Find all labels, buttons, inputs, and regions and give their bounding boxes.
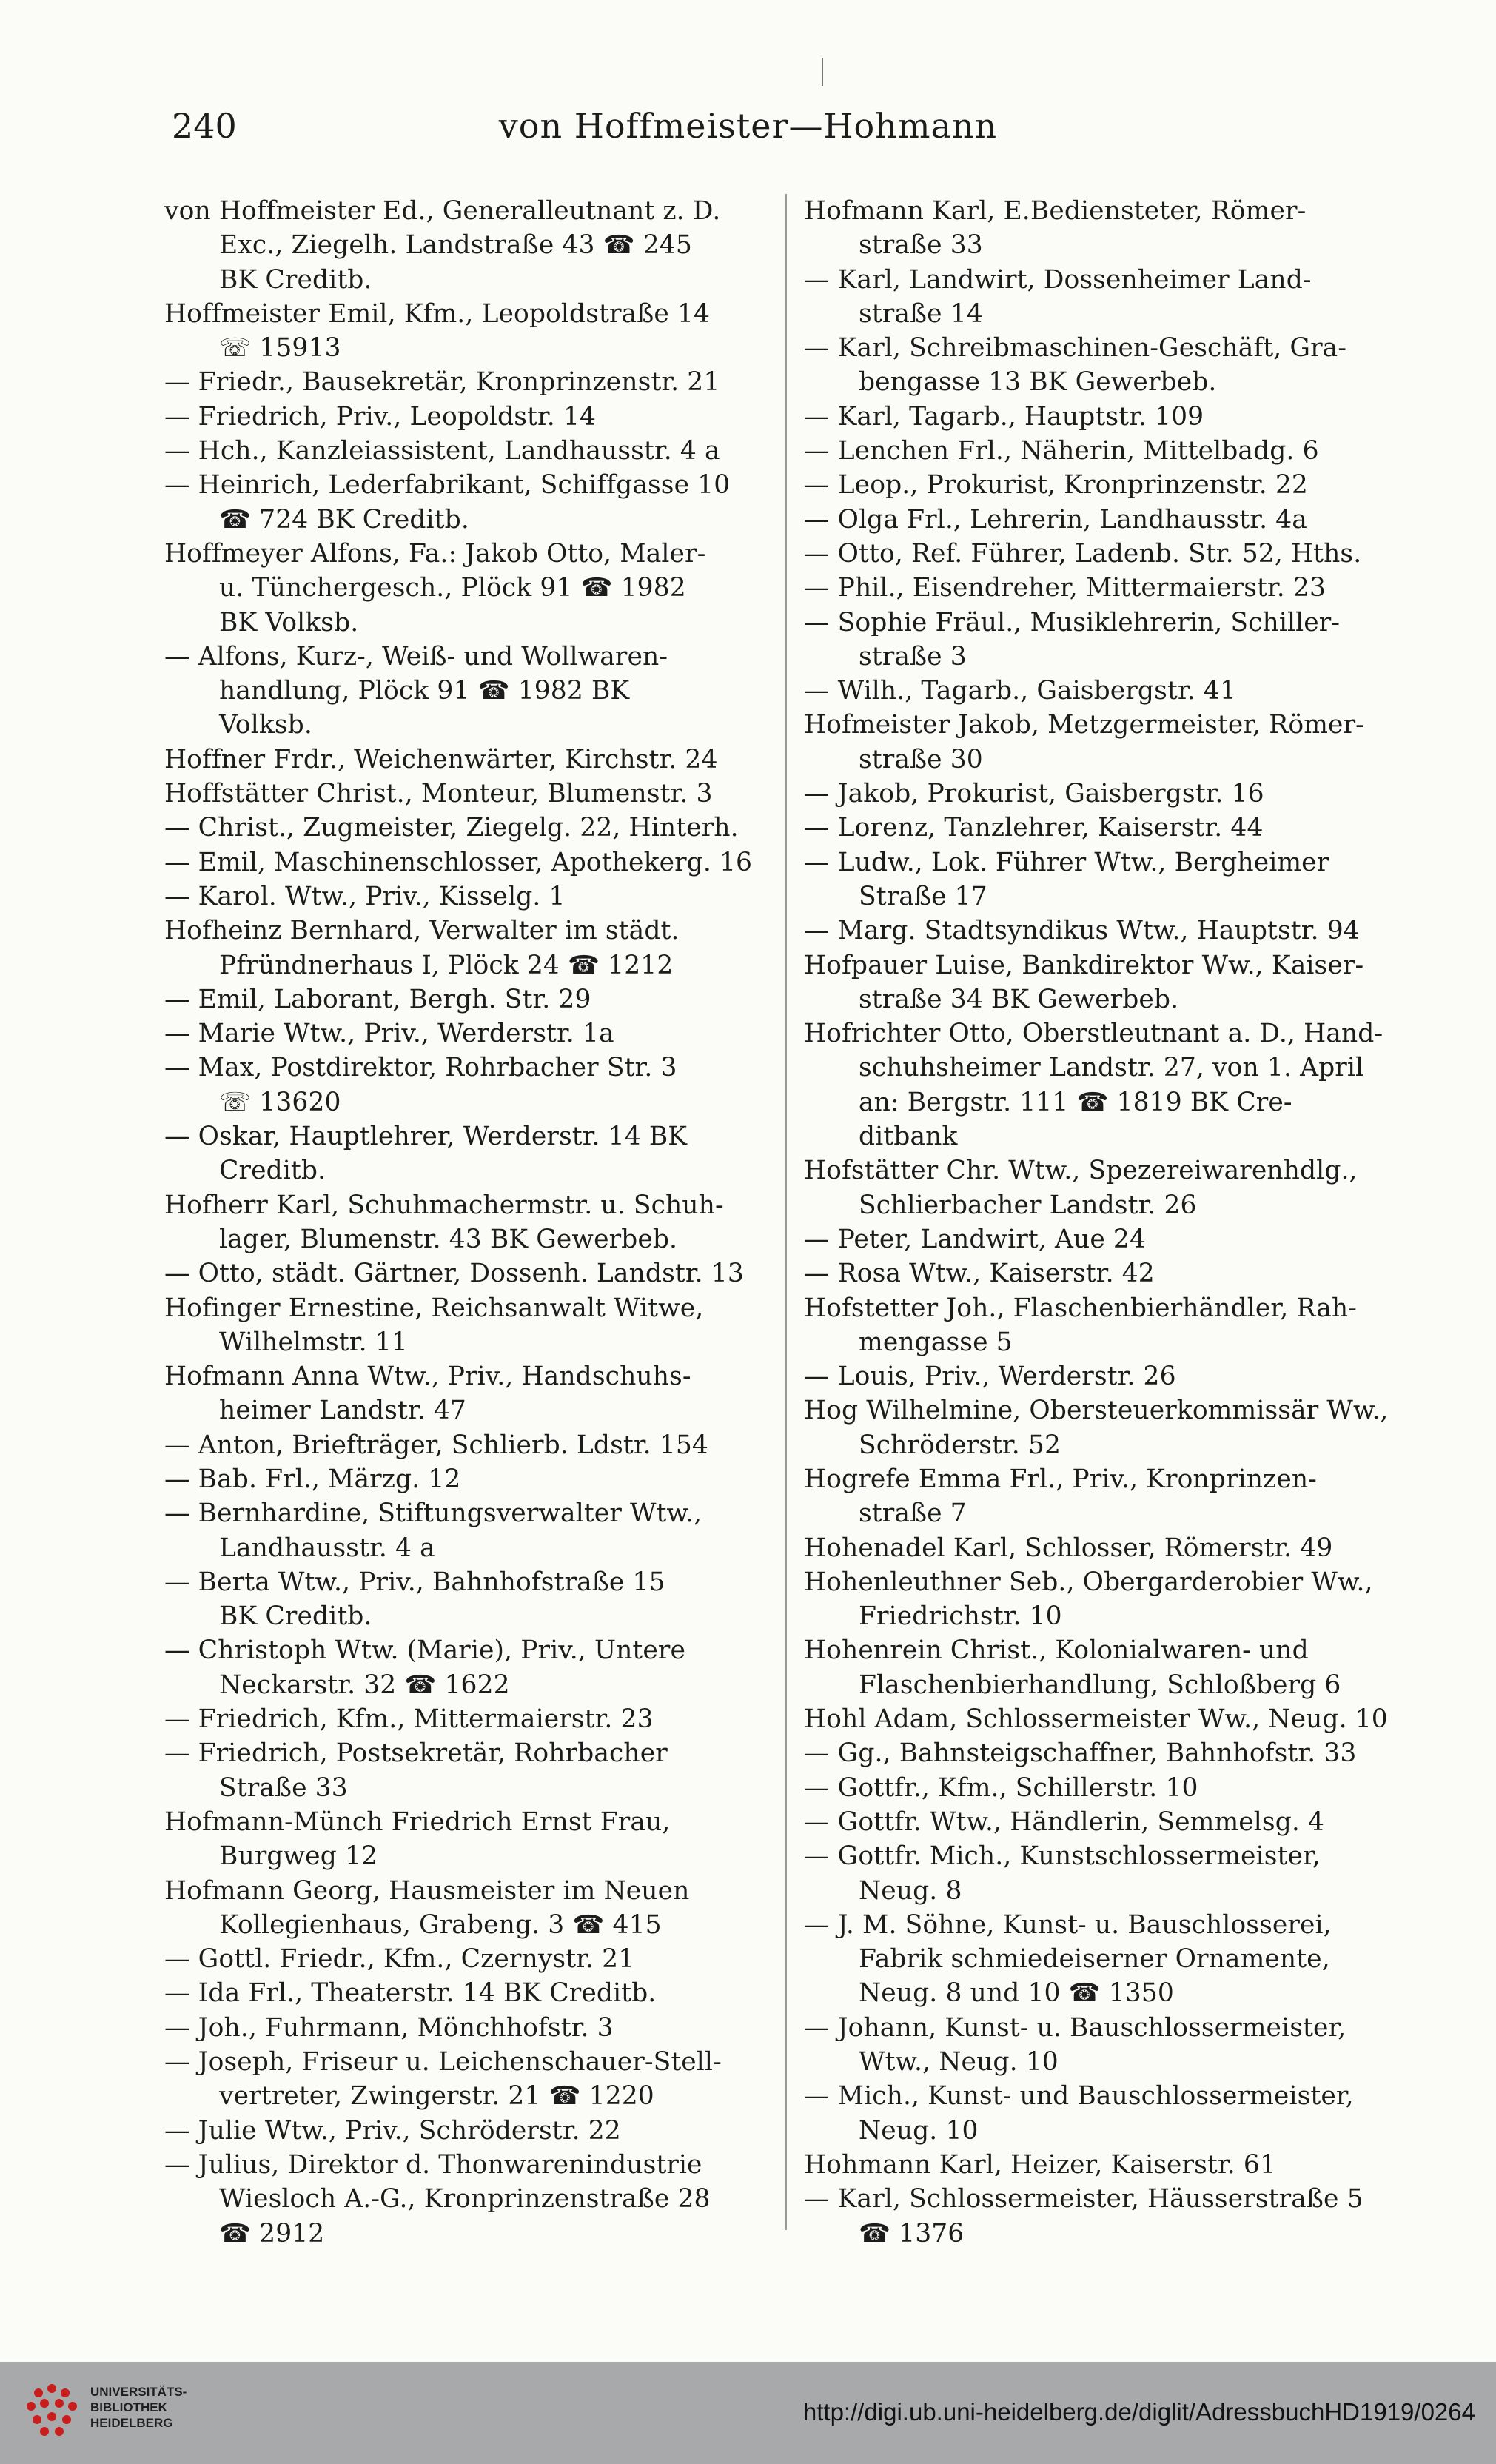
directory-entry: — Otto, städt. Gärtner, Dossenh. Landstr. 13 (164, 1259, 744, 1289)
directory-entry-continuation: ☎ 2912 (219, 2218, 325, 2245)
directory-entry: — Karl, Tagarb., Hauptstr. 109 (804, 401, 1204, 432)
directory-entry: — Peter, Landwirt, Aue 24 (804, 1224, 1147, 1254)
directory-entry: Hog Wilhelmine, Obersteuerkommissär Ww., (804, 1396, 1389, 1426)
directory-entry: Hohenadel Karl, Schlosser, Römerstr. 49 (804, 1533, 1333, 1563)
directory-entry: Hohenrein Christ., Kolonialwaren- und (804, 1636, 1309, 1666)
directory-entry-continuation: straße 30 (859, 744, 983, 774)
directory-entry: Hofmeister Jakob, Metzgermeister, Römer- (804, 710, 1364, 740)
directory-entry: — Karol. Wtw., Priv., Kisselg. 1 (164, 881, 566, 911)
directory-entry: Hohl Adam, Schlossermeister Ww., Neug. 10 (804, 1704, 1388, 1735)
directory-entry: — Friedrich, Postsekretär, Rohrbacher (164, 1738, 668, 1769)
directory-entry: — Max, Postdirektor, Rohrbacher Str. 3 (164, 1053, 677, 1083)
directory-entry: — Wilh., Tagarb., Gaisbergstr. 41 (804, 676, 1236, 706)
directory-entry: — Lenchen Frl., Näherin, Mittelbadg. 6 (804, 436, 1319, 466)
directory-entry-continuation: BK Volksb. (219, 607, 359, 637)
directory-entry: — Gottfr. Mich., Kunstschlossermeister, (804, 1841, 1321, 1872)
directory-entry-continuation: Volksb. (219, 710, 312, 740)
directory-entry: Hofstetter Joh., Flaschenbierhändler, Rah- (804, 1293, 1357, 1323)
directory-entry: Hofheinz Bernhard, Verwalter im städt. (164, 916, 680, 946)
directory-entry-continuation: straße 33 (859, 230, 983, 261)
directory-entry-continuation: Creditb. (219, 1156, 326, 1186)
directory-entry: — Emil, Laborant, Bergh. Str. 29 (164, 984, 591, 1014)
directory-entry: Hofmann-Münch Friedrich Ernst Frau, (164, 1807, 671, 1837)
directory-entry-continuation: bengasse 13 BK Gewerbeb. (859, 367, 1217, 398)
directory-entry-continuation: Friedrichstr. 10 (859, 1601, 1062, 1632)
directory-entry-continuation: Flaschenbierhandlung, Schloßberg 6 (859, 1670, 1341, 1700)
directory-entry: — Joh., Fuhrmann, Mönchhofstr. 3 (164, 2012, 614, 2043)
directory-entry: — Joseph, Friseur u. Leichenschauer-Stell- (164, 2047, 722, 2078)
directory-entry: — Friedrich, Kfm., Mittermaierstr. 23 (164, 1704, 654, 1735)
directory-entry: — Phil., Eisendreher, Mittermaierstr. 23 (804, 573, 1326, 603)
directory-entry: — Louis, Priv., Werderstr. 26 (804, 1362, 1176, 1392)
directory-entry: — Lorenz, Tanzlehrer, Kaiserstr. 44 (804, 813, 1264, 843)
directory-entry: — Bernhardine, Stiftungsverwalter Wtw., (164, 1499, 702, 1529)
directory-entry: — Karl, Landwirt, Dossenheimer Land- (804, 264, 1312, 295)
directory-entry-continuation: mengasse 5 (859, 1327, 1013, 1357)
directory-entry: — J. M. Söhne, Kunst- u. Bauschlosserei, (804, 1909, 1332, 1940)
directory-entry: — Hch., Kanzleiassistent, Landhausstr. 4 a (164, 436, 720, 466)
directory-entry-continuation: BK Creditb. (219, 1601, 372, 1632)
directory-entry-continuation: ☎ 724 BK Creditb. (219, 504, 469, 535)
directory-entry: — Ludw., Lok. Führer Wtw., Bergheimer (804, 847, 1329, 877)
directory-entry: Hofpauer Luise, Bankdirektor Ww., Kaiser- (804, 950, 1364, 980)
directory-entry-continuation: Schlierbacher Landstr. 26 (859, 1190, 1197, 1220)
directory-entry-continuation: vertreter, Zwingerstr. 21 ☎ 1220 (219, 2081, 654, 2112)
directory-entry: — Friedrich, Priv., Leopoldstr. 14 (164, 401, 597, 432)
directory-entry-continuation: ditbank (859, 1122, 958, 1152)
directory-entry: — Christ., Zugmeister, Ziegelg. 22, Hinterh. (164, 813, 739, 843)
directory-entry: — Anton, Briefträger, Schlierb. Ldstr. 154 (164, 1430, 708, 1460)
directory-entry: Hogrefe Emma Frl., Priv., Kronprinzen- (804, 1464, 1317, 1494)
gutter-mark (822, 58, 823, 86)
source-url[interactable]: http://digi.ub.uni-heidelberg.de/diglit/AdressbuchHD1919/0264 (802, 2398, 1475, 2426)
directory-entry: — Karl, Schreibmaschinen-Geschäft, Gra- (804, 333, 1347, 364)
directory-entry-continuation: an: Bergstr. 111 ☎ 1819 BK Cre- (859, 1087, 1292, 1117)
directory-entry: — Sophie Fräul., Musiklehrerin, Schiller- (804, 607, 1341, 637)
directory-entry-continuation: Straße 17 (859, 881, 987, 911)
directory-entry: — Julius, Direktor d. Thonwarenindustrie (164, 2149, 702, 2180)
directory-entry: Hofmann Georg, Hausmeister im Neuen (164, 1875, 690, 1906)
directory-entry-continuation: Neug. 8 und 10 ☎ 1350 (859, 1978, 1174, 2009)
directory-entry: Hoffmeyer Alfons, Fa.: Jakob Otto, Maler- (164, 538, 706, 569)
directory-entry: Hofmann Karl, E.Bediensteter, Römer- (804, 196, 1307, 226)
directory-entry: — Karl, Schlossermeister, Häusserstraße 5 (804, 2184, 1363, 2214)
directory-entry-continuation: Fabrik schmiedeiserner Ornamente, (859, 1944, 1330, 1975)
directory-entry-continuation: ☏ 13620 (219, 1087, 341, 1117)
directory-entry: — Jakob, Prokurist, Gaisbergstr. 16 (804, 779, 1264, 809)
directory-entry-continuation: u. Tünchergesch., Plöck 91 ☎ 1982 (219, 573, 686, 603)
directory-entry-continuation: straße 14 (859, 298, 983, 329)
university-library-logo-icon (22, 2383, 81, 2442)
directory-entry-continuation: lager, Blumenstr. 43 BK Gewerbeb. (219, 1224, 678, 1254)
directory-entry-continuation: Pfründnerhaus I, Plöck 24 ☎ 1212 (219, 950, 674, 980)
directory-entry: — Berta Wtw., Priv., Bahnhofstraße 15 (164, 1567, 665, 1597)
directory-entry: — Gottl. Friedr., Kfm., Czernystr. 21 (164, 1944, 635, 1975)
directory-entry-continuation: heimer Landstr. 47 (219, 1396, 466, 1426)
directory-entry: Hoffmeister Emil, Kfm., Leopoldstraße 14 (164, 298, 711, 329)
directory-entry: — Mich., Kunst- und Bauschlossermeister, (804, 2081, 1354, 2112)
directory-entry-continuation: schuhsheimer Landstr. 27, von 1. April (859, 1053, 1364, 1083)
directory-entry: — Alfons, Kurz-, Weiß- und Wollwaren- (164, 641, 668, 672)
directory-entry-continuation: Wtw., Neug. 10 (859, 2047, 1059, 2078)
page-number: 240 (172, 106, 237, 146)
directory-entry: — Johann, Kunst- u. Bauschlossermeister, (804, 2012, 1346, 2043)
directory-entry: — Christoph Wtw. (Marie), Priv., Untere (164, 1636, 686, 1666)
directory-entry: Hofinger Ernestine, Reichsanwalt Witwe, (164, 1293, 704, 1323)
page-header (0, 104, 1496, 148)
directory-entry: von Hoffmeister Ed., Generalleutnant z. D. (164, 196, 721, 226)
running-head: von Hoffmeister—Hohmann (498, 106, 998, 146)
directory-entry: Hoffner Frdr., Weichenwärter, Kirchstr. 24 (164, 744, 718, 774)
directory-entry: — Emil, Maschinenschlosser, Apothekerg. 16 (164, 847, 753, 877)
directory-entry: — Gg., Bahnsteigschaffner, Bahnhofstr. 33 (804, 1738, 1357, 1769)
directory-entry-continuation: straße 7 (859, 1499, 967, 1529)
directory-entry: Hofmann Anna Wtw., Priv., Handschuhs- (164, 1362, 691, 1392)
library-logo-text: UNIVERSITÄTS- BIBLIOTHEK HEIDELBERG (90, 2385, 187, 2430)
directory-entry-continuation: Wiesloch A.-G., Kronprinzenstraße 28 (219, 2184, 711, 2214)
directory-entry: — Marg. Stadtsyndikus Wtw., Hauptstr. 94 (804, 916, 1360, 946)
directory-entry: Hofherr Karl, Schuhmachermstr. u. Schuh- (164, 1190, 724, 1220)
directory-entry: — Rosa Wtw., Kaiserstr. 42 (804, 1259, 1155, 1289)
directory-entry-continuation: Neug. 8 (859, 1875, 962, 1906)
directory-entry-continuation: Wilhelmstr. 11 (219, 1327, 408, 1357)
directory-entry: — Otto, Ref. Führer, Ladenb. Str. 52, Hths. (804, 538, 1362, 569)
directory-entry-continuation: handlung, Plöck 91 ☎ 1982 BK (219, 676, 630, 706)
directory-entry-continuation: Straße 33 (219, 1772, 348, 1803)
directory-entry: Hofstätter Chr. Wtw., Spezereiwarenhdlg., (804, 1156, 1358, 1186)
directory-entry: — Oskar, Hauptlehrer, Werderstr. 14 BK (164, 1122, 688, 1152)
directory-entry: — Ida Frl., Theaterstr. 14 BK Creditb. (164, 1978, 657, 2009)
directory-entry: Hohenleuthner Seb., Obergarderobier Ww., (804, 1567, 1373, 1597)
directory-entry: — Leop., Prokurist, Kronprinzenstr. 22 (804, 470, 1308, 500)
column-divider (785, 194, 787, 2230)
directory-entry-continuation: Neug. 10 (859, 2115, 979, 2146)
directory-entry: — Olga Frl., Lehrerin, Landhausstr. 4a (804, 504, 1307, 535)
directory-entry: — Friedr., Bausekretär, Kronprinzenstr. 21 (164, 367, 720, 398)
directory-entry: — Gottfr., Kfm., Schillerstr. 10 (804, 1772, 1198, 1803)
directory-entry: — Heinrich, Lederfabrikant, Schiffgasse 10 (164, 470, 731, 500)
directory-entry: Hoffstätter Christ., Monteur, Blumenstr. 3 (164, 779, 713, 809)
directory-entry-continuation: Burgweg 12 (219, 1841, 378, 1872)
directory-entry-continuation: Landhausstr. 4 a (219, 1533, 435, 1563)
directory-entry: Hohmann Karl, Heizer, Kaiserstr. 61 (804, 2149, 1276, 2180)
directory-entry: Hofrichter Otto, Oberstleutnant a. D., Hand- (804, 1019, 1383, 1049)
directory-entry-continuation: straße 34 BK Gewerbeb. (859, 984, 1179, 1014)
directory-entry: — Bab. Frl., Märzg. 12 (164, 1464, 461, 1494)
directory-entry-continuation: ☎ 1376 (859, 2218, 965, 2245)
directory-entry-continuation: BK Creditb. (219, 264, 372, 295)
directory-entry-continuation: Schröderstr. 52 (859, 1430, 1061, 1460)
left-column (164, 194, 779, 2245)
right-column (804, 194, 1418, 2245)
directory-entry-continuation: ☏ 15913 (219, 333, 341, 364)
directory-entry: — Marie Wtw., Priv., Werderstr. 1a (164, 1019, 614, 1049)
directory-entry: — Julie Wtw., Priv., Schröderstr. 22 (164, 2115, 621, 2146)
directory-entry: — Gottfr. Wtw., Händlerin, Semmelsg. 4 (804, 1807, 1325, 1837)
directory-entry-continuation: Kollegienhaus, Grabeng. 3 ☎ 415 (219, 1909, 662, 1940)
directory-entry-continuation: Exc., Ziegelh. Landstraße 43 ☎ 245 (219, 230, 692, 261)
directory-entry-continuation: straße 3 (859, 641, 967, 672)
directory-entry-continuation: Neckarstr. 32 ☎ 1622 (219, 1670, 510, 1700)
footer-bar (0, 2362, 1496, 2464)
